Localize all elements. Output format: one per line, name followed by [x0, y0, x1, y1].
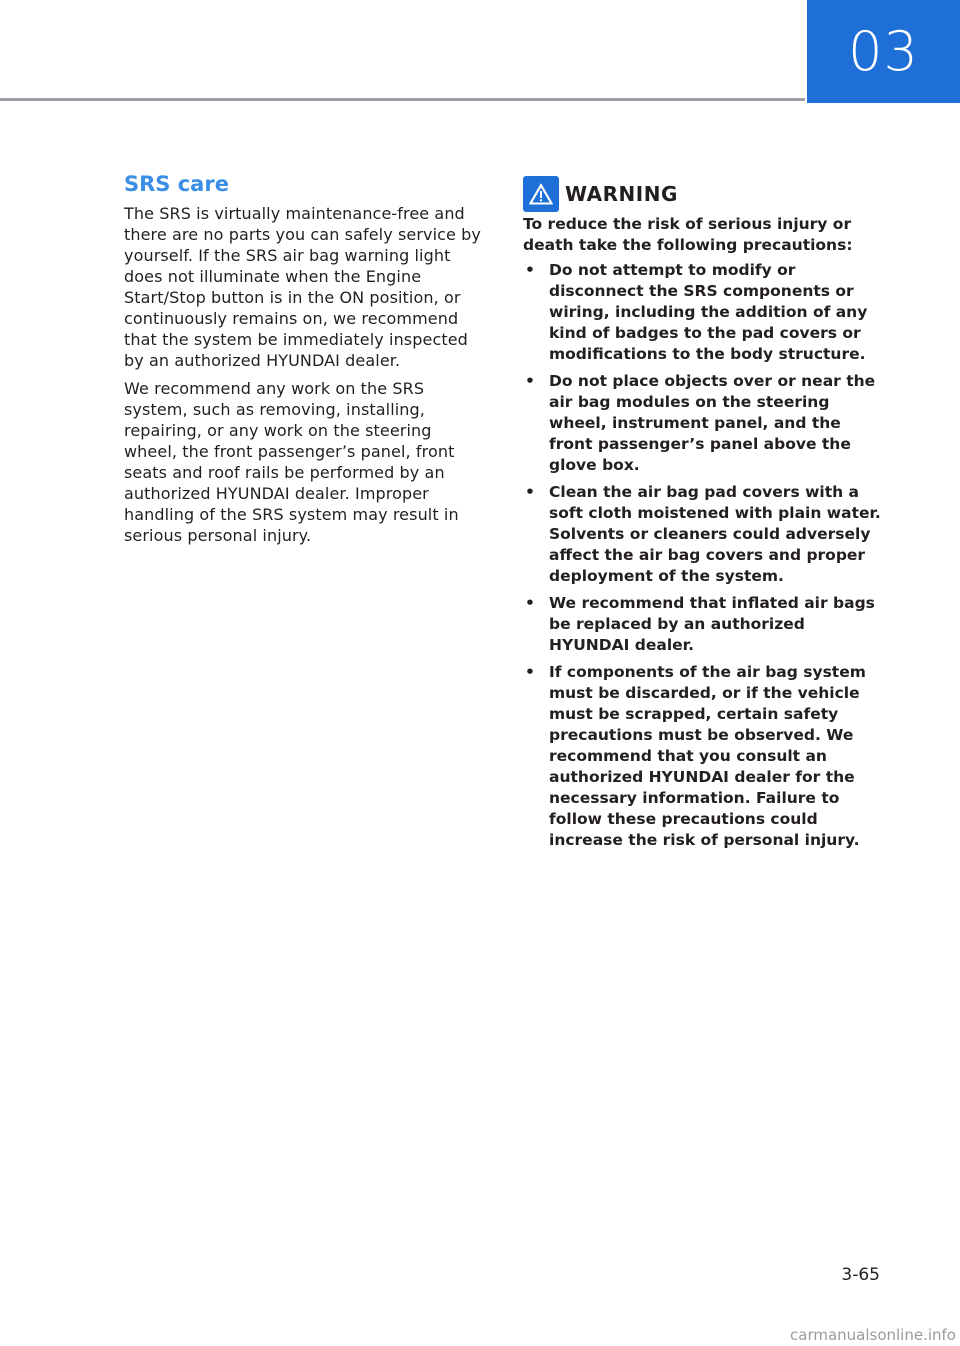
- bullet-icon: •: [525, 372, 535, 390]
- list-item: [523, 662, 883, 851]
- warning-intro: To reduce the risk of serious injury or death take the following precautions:: [523, 215, 853, 254]
- warning-list: [523, 260, 883, 851]
- body-paragraph: The SRS is virtually maintenance-free and there are no parts you can safely service by yourself. If the SRS air bag warning light does not illuminate when the Engine Start/Stop button is in the ON position, or continuously remains on, we recommend that the system be immediately inspected by an authorized HYUNDAI dealer.: [124, 204, 481, 370]
- warning-header: [523, 176, 883, 212]
- section-title: SRS care: [124, 172, 229, 196]
- list-item-text: If components of the air bag system must be discarded, or if the vehicle must be scrapped, certain safety precautions must be observed. We recommend that you consult an authorized HYUNDAI dealer for the necessary information. Failure to follow these precautions could increase the risk of personal injury.: [549, 663, 866, 849]
- chapter-tab: 03: [807, 0, 960, 103]
- list-item-text: Do not place objects over or near the air bag modules on the steering wheel, instrument panel, and the front passenger’s panel above the glove box.: [549, 372, 876, 474]
- list-item: [523, 260, 883, 365]
- srs-care-section: [124, 172, 484, 553]
- bullet-icon: •: [525, 483, 535, 501]
- list-item: [523, 371, 883, 476]
- header-divider: [0, 98, 805, 101]
- list-item-text: Do not attempt to modify or disconnect the SRS components or wiring, including the addition of any kind of badges to the pad covers or modifications to the body structure.: [549, 261, 868, 363]
- page-number: 3-65: [841, 1265, 880, 1285]
- bullet-icon: •: [525, 663, 535, 681]
- warning-title: WARNING: [565, 182, 678, 206]
- warning-triangle-icon: [523, 176, 559, 212]
- list-item: [523, 593, 883, 656]
- bullet-icon: •: [525, 594, 535, 612]
- list-item-text: We recommend that inflated air bags be replaced by an authorized HYUNDAI dealer.: [549, 594, 875, 654]
- list-item: [523, 482, 883, 587]
- body-paragraph: We recommend any work on the SRS system, such as removing, installing, repairing, or any work on the steering wheel, the front passenger’s panel, front seats and roof rails be performed by an authorized HYUNDAI dealer. Improper handling of the SRS system may result in serious personal injury.: [124, 379, 459, 545]
- warning-box: [523, 176, 883, 857]
- watermark[interactable]: carmanualsonline.info: [790, 1326, 956, 1344]
- list-item-text: Clean the air bag pad covers with a soft cloth moistened with plain water. Solvents or cleaners could adversely affect the air bag covers and proper deployment of the system.: [549, 483, 881, 585]
- bullet-icon: •: [525, 261, 535, 279]
